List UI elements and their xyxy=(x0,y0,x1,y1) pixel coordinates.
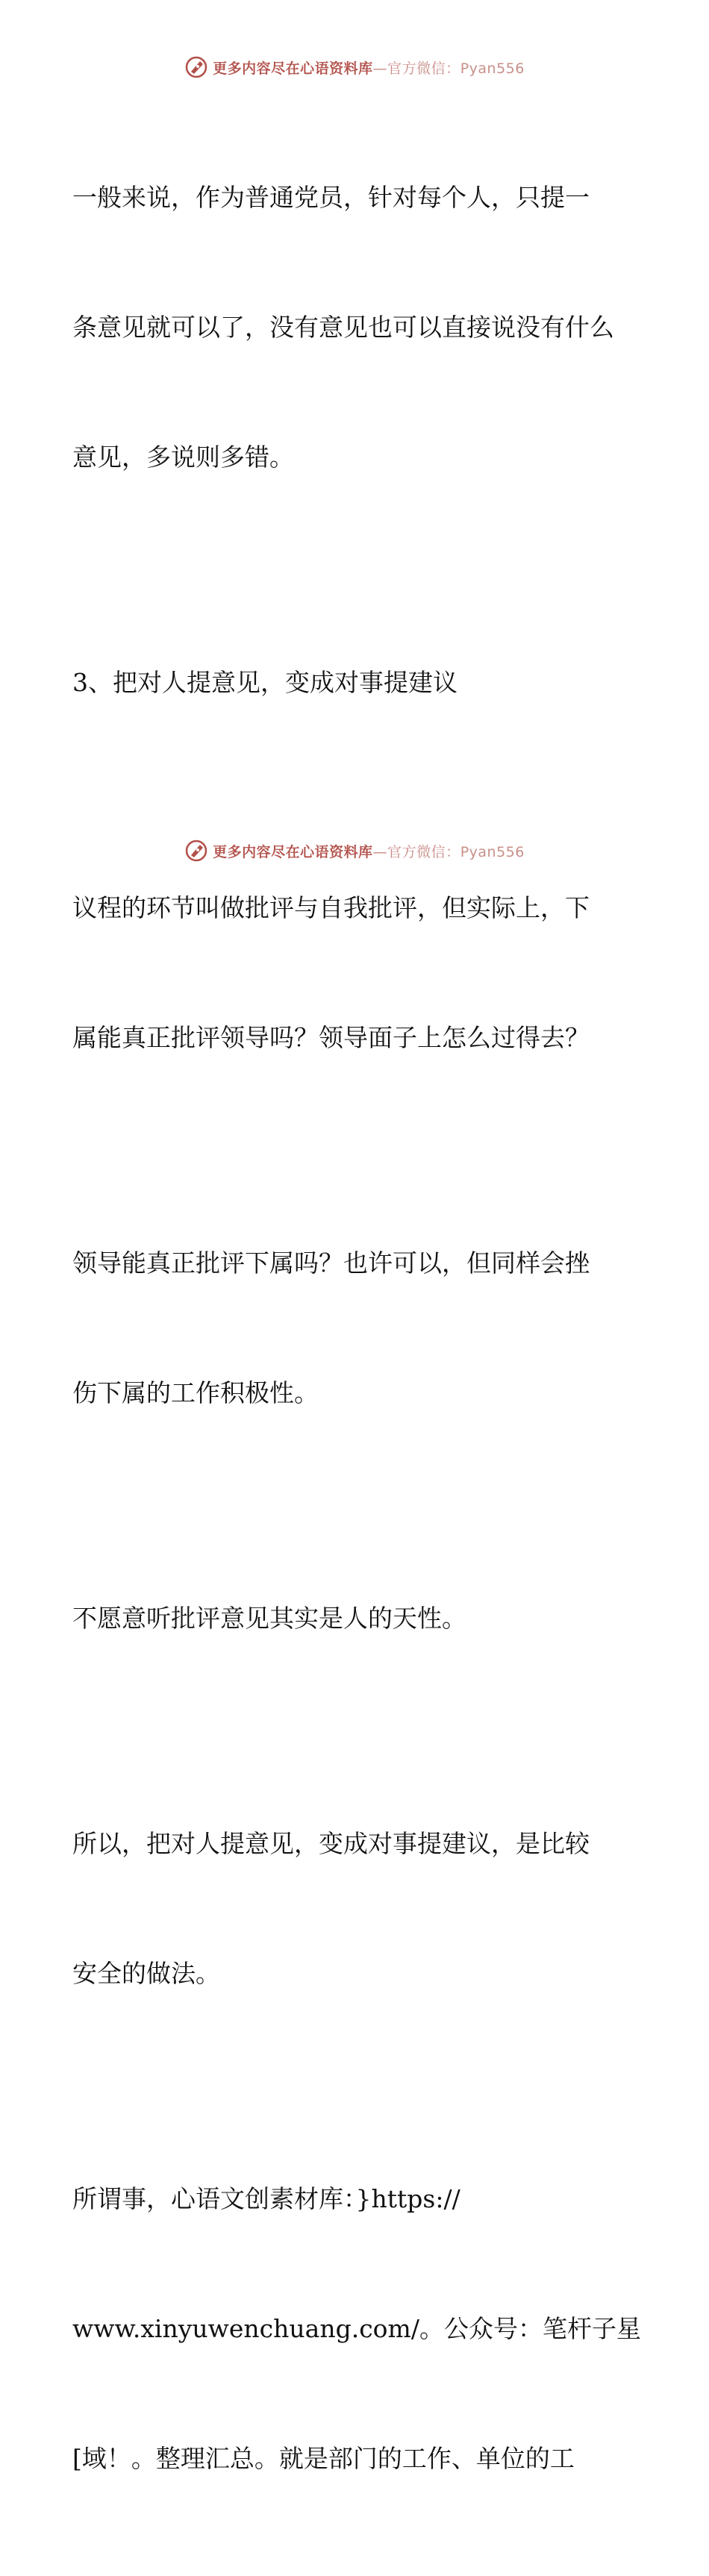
text-line: 不愿意听批评意见其实是人的天性。 xyxy=(72,1604,466,1633)
header-watermark-banner xyxy=(0,52,709,82)
pen-nib-logo-icon xyxy=(184,839,208,863)
paragraph-1 xyxy=(72,90,640,566)
pen-nib-logo-icon xyxy=(184,55,208,79)
footer-banner-text xyxy=(213,841,525,861)
text-line: [域！。整理汇总。就是部门的工作、单位的工 xyxy=(72,2444,575,2473)
text-line: 3、把对人提意见，变成对事提建议 xyxy=(72,668,457,697)
banner-brand: 更多内容尽在心语资料库 xyxy=(213,843,373,860)
banner-label: 官方微信： xyxy=(387,60,460,77)
paragraph-5 xyxy=(72,1736,640,2082)
header-banner-text xyxy=(213,57,525,78)
banner-label: 官方微信： xyxy=(387,843,460,860)
paragraph-6 xyxy=(72,2091,640,2567)
text-line: 议程的环节叫做批评与自我批评，但实际上，下 xyxy=(72,893,590,922)
text-line: 所以，把对人提意见，变成对事提建议，是比较 xyxy=(72,1829,590,1858)
banner-separator: — xyxy=(372,843,388,860)
text-line: www.xinyuwenchuang.com/。公众号：笔杆子星 xyxy=(72,2314,641,2343)
text-line: 伤下属的工作积极性。 xyxy=(72,1378,319,1407)
text-line: 安全的做法。 xyxy=(72,1959,220,1988)
text-line: 所谓事，心语文创素材库：}https:// xyxy=(72,2184,460,2213)
paragraph-4 xyxy=(72,1510,640,1727)
banner-brand: 更多内容尽在心语资料库 xyxy=(213,60,373,77)
paragraph-3 xyxy=(72,1155,640,1501)
text-line: 一般来说，作为普通党员，针对每个人，只提一 xyxy=(72,183,590,212)
section-heading-3 xyxy=(72,575,640,791)
footer-watermark-banner xyxy=(0,836,709,866)
text-line: 条意见就可以了，没有意见也可以直接说没有什么 xyxy=(72,313,614,342)
banner-handle: Pyan556 xyxy=(460,60,525,77)
document-body xyxy=(72,90,640,2576)
banner-handle: Pyan556 xyxy=(460,843,525,860)
text-line: 意见，多说则多错。 xyxy=(72,443,294,472)
text-line: 领导能真正批评下属吗？也许可以，但同样会挫 xyxy=(72,1248,590,1278)
text-line: 属能真正批评领导吗？领导面子上怎么过得去？ xyxy=(72,1023,590,1052)
banner-separator: — xyxy=(372,60,388,77)
